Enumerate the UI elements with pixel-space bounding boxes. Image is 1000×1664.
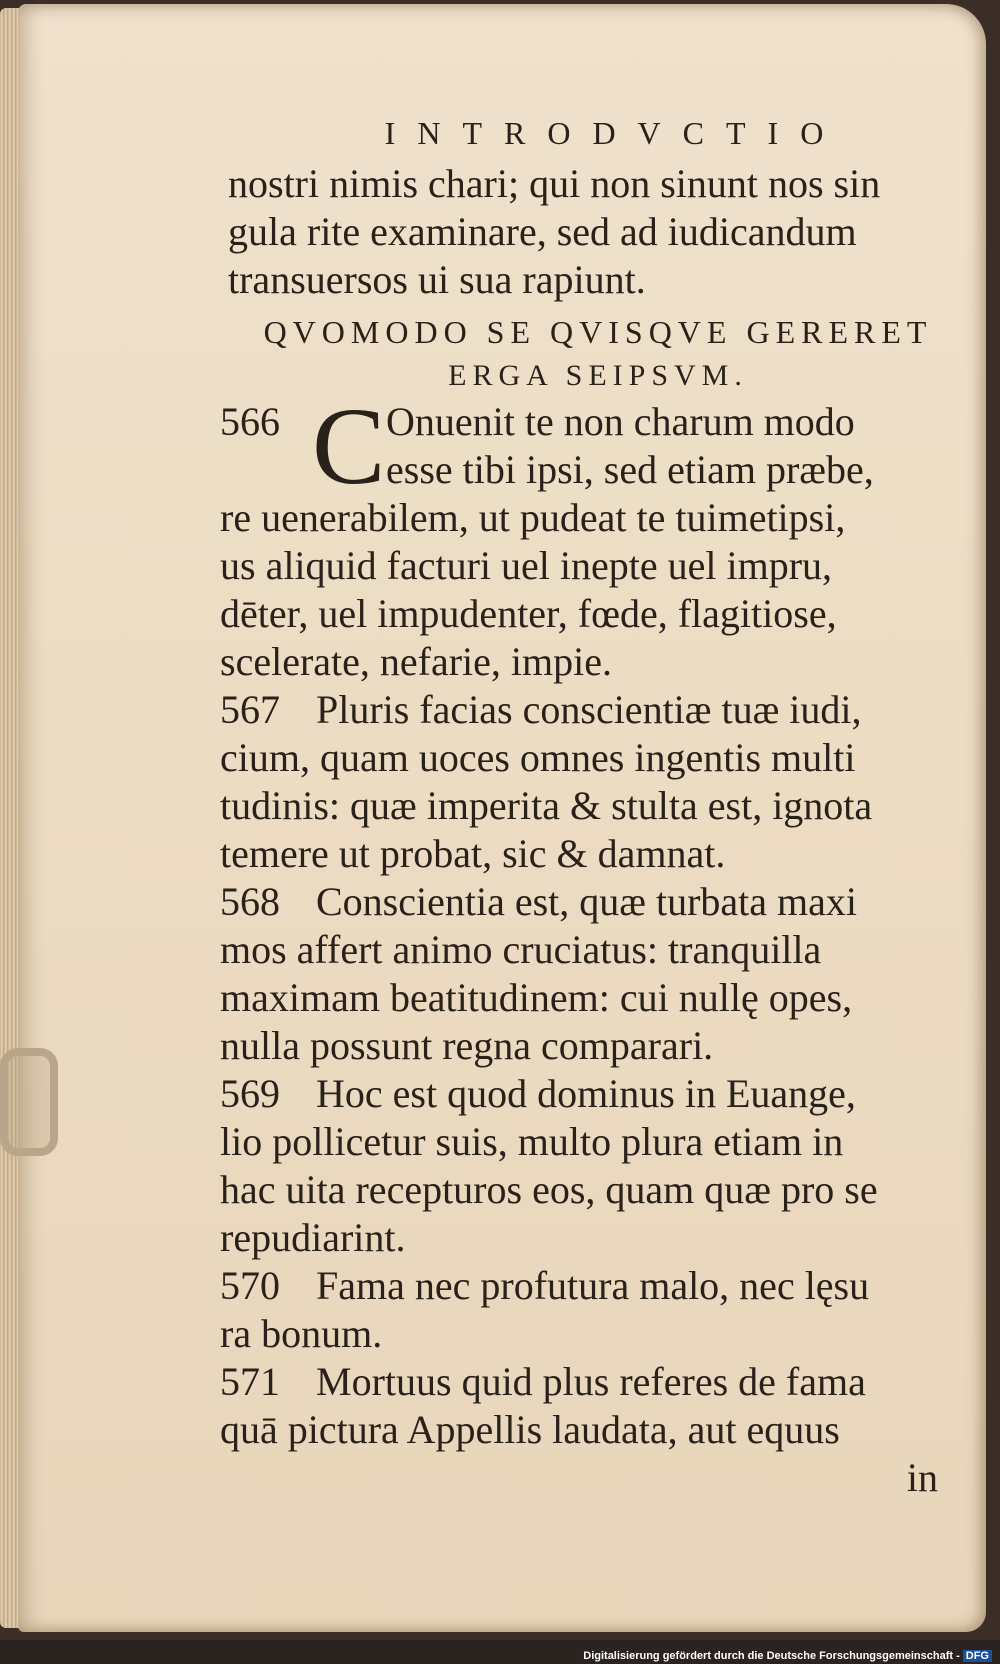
text-line: lio pollicetur suis, multo plura etiam in	[220, 1119, 844, 1164]
dfg-logo: DFG	[963, 1650, 992, 1662]
text-line: Conscientia est, quæ turbata maxi	[316, 879, 857, 924]
section-heading-line2: ERGA SEIPSVM.	[448, 359, 748, 392]
text-line: hac uita recepturos eos, quam quæ pro se	[220, 1167, 878, 1212]
text-line: us aliquid facturi uel inepte uel impru,	[220, 543, 833, 588]
text-line: Hoc est quod dominus in Euange,	[316, 1071, 856, 1116]
paragraph-number: 569	[220, 1071, 280, 1116]
digitization-credit	[583, 1650, 992, 1662]
text-line: nulla possunt regna comparari.	[220, 1023, 714, 1068]
drop-capital: C	[312, 385, 386, 507]
paragraph-566	[220, 385, 968, 686]
paragraph-number: 567	[220, 687, 280, 732]
footer-text: Digitalisierung gefördert durch die Deutsche Forschungsgemeinschaft -	[583, 1650, 960, 1662]
paragraph-567	[220, 686, 968, 878]
text-line: scelerate, nefarie, impie.	[220, 639, 612, 684]
text-line: gula rite examinare, sed ad iudicandum	[228, 209, 857, 254]
running-header: INTRODVCTIO	[384, 115, 846, 151]
text-line: Pluris facias conscientiæ tuæ iudi,	[316, 687, 862, 732]
section-heading: QVOMODO SE QVISQVE GERERET	[263, 314, 933, 350]
page-text	[220, 112, 968, 1502]
text-line: Fama nec profutura malo, nec lęsu	[316, 1263, 870, 1308]
paragraph-568	[220, 878, 968, 1070]
text-line: Onuenit te non charum modo	[386, 399, 855, 444]
paragraph-number: 571	[220, 1359, 280, 1404]
text-line: mos affert animo cruciatus: tranquilla	[220, 927, 822, 972]
text-line: transuersos ui sua rapiunt.	[228, 257, 646, 302]
catchword: in	[906, 1455, 938, 1500]
paragraph-571	[220, 1358, 968, 1454]
text-line: Mortuus quid plus referes de fama	[316, 1359, 866, 1404]
text-line: re uenerabilem, ut pudeat te tuimetipsi,	[220, 495, 846, 540]
text-line: tudinis: quæ imperita & stulta est, ignota	[220, 783, 873, 828]
text-line: maximam beatitudinem: cui nullę opes,	[220, 975, 853, 1020]
text-line: cium, quam uoces omnes ingentis multi	[220, 735, 856, 780]
text-line: ra bonum.	[220, 1311, 383, 1356]
text-line: esse tibi ipsi, sed etiam præbe,	[386, 447, 874, 492]
paragraph-number: 566	[220, 399, 280, 444]
paragraph-570	[220, 1262, 968, 1358]
text-line: repudiarint.	[220, 1215, 406, 1260]
paragraph-number: 570	[220, 1263, 280, 1308]
text-line: quā pictura Appellis laudata, aut equus	[220, 1407, 840, 1452]
text-line: dēter, uel impudenter, fœde, flagitiose,	[220, 591, 837, 636]
text-line: temere ut probat, sic & damnat.	[220, 831, 726, 876]
paragraph-569	[220, 1070, 968, 1262]
text-line: nostri nimis chari; qui non sinunt nos sin	[228, 161, 881, 206]
paragraph-number: 568	[220, 879, 280, 924]
book-clasp	[0, 1048, 58, 1156]
